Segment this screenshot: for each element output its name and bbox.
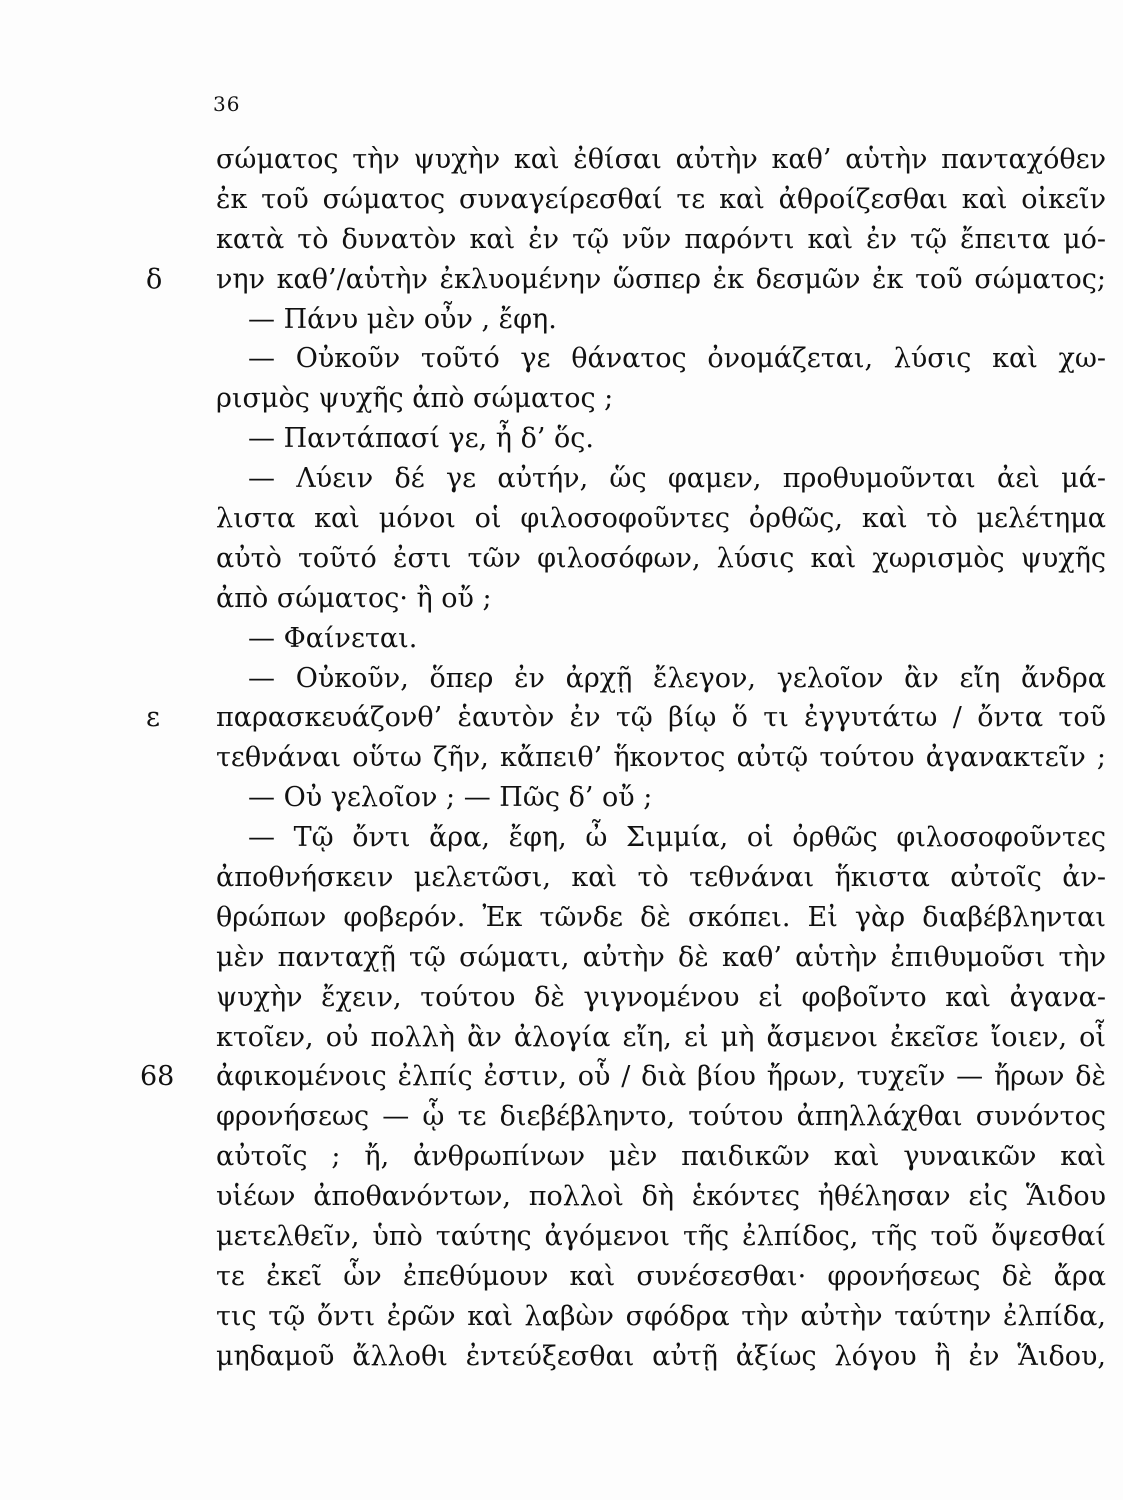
line-text: — Τῷ ὄντι ἄρα, ἔφη, ὦ Σιμμία, οἱ ὀρθῶς φιλοσοφοῦντες — [248, 822, 1106, 854]
margin-marker: 68 — [140, 1061, 175, 1093]
line-text: — Πάνυ μὲν οὖν , ἔφη. — [248, 303, 557, 335]
text-line — [216, 1217, 1106, 1257]
text-line — [216, 140, 1106, 180]
line-text: ρισμὸς ψυχῆς ἀπὸ σώματος ; — [216, 383, 614, 415]
line-text: — Λύειν δέ γε αὐτήν, ὥς φαμεν, προθυμοῦνται ἀεὶ μά- — [248, 463, 1106, 495]
margin-marker: ε — [146, 702, 160, 734]
text-line — [216, 459, 1106, 499]
text-line — [216, 659, 1106, 699]
text-line — [216, 1097, 1106, 1137]
text-line — [216, 738, 1106, 778]
line-text: νην καθ’/αὑτὴν ἐκλυομένην ὥσπερ ἐκ δεσμῶν ἐκ τοῦ σώματος; — [216, 263, 1106, 295]
line-text: φρονήσεως — ᾧ τε διεβέβληντο, τούτου ἀπηλλάχθαι συνόντος — [216, 1101, 1106, 1133]
text-line — [140, 1057, 1106, 1097]
line-text: — Οὐκοῦν, ὅπερ ἐν ἀρχῇ ἔλεγον, γελοῖον ἂν εἴη ἄνδρα — [248, 662, 1106, 694]
margin-marker: δ — [146, 263, 163, 295]
text-line — [216, 180, 1106, 220]
text-line — [216, 1177, 1106, 1217]
line-text: μηδαμοῦ ἄλλοθι ἐντεύξεσθαι αὐτῇ ἀξίως λόγου ἢ ἐν Ἅιδου, — [216, 1340, 1106, 1372]
line-text: μὲν πανταχῇ τῷ σώματι, αὐτὴν δὲ καθ’ αὑτὴν ἐπιθυμοῦσι τὴν — [216, 941, 1106, 973]
line-text: τε ἐκεῖ ὧν ἐπεθύμουν καὶ συνέσεσθαι· φρονήσεως δὲ ἄρα — [216, 1260, 1106, 1292]
text-line — [216, 898, 1106, 938]
text-line — [216, 220, 1106, 260]
text-line — [216, 818, 1106, 858]
text-line — [216, 938, 1106, 978]
line-text: κατὰ τὸ δυνατὸν καὶ ἐν τῷ νῦν παρόντι καὶ ἐν τῷ ἔπειτα μό- — [216, 223, 1106, 255]
text-line — [216, 300, 1106, 340]
text-line — [216, 379, 1106, 419]
greek-text-body — [140, 140, 1106, 1377]
line-text: αὐτὸ τοῦτό ἐστι τῶν φιλοσόφων, λύσις καὶ χωρισμὸς ψυχῆς — [216, 542, 1106, 574]
line-text: ψυχὴν ἔχειν, τούτου δὲ γιγνομένου εἰ φοβοῖντο καὶ ἀγανα- — [216, 981, 1106, 1013]
text-line — [216, 539, 1106, 579]
line-text: — Παντάπασί γε, ἦ δ’ ὅς. — [248, 423, 594, 455]
line-text: ἀπὸ σώματος· ἢ οὔ ; — [216, 582, 492, 614]
line-text: θρώπων φοβερόν. Ἐκ τῶνδε δὲ σκόπει. Εἰ γὰρ διαβέβληνται — [216, 901, 1106, 933]
text-line — [216, 778, 1106, 818]
text-line — [216, 499, 1106, 539]
text-line — [216, 1137, 1106, 1177]
line-text: σώματος τὴν ψυχὴν καὶ ἐθίσαι αὐτὴν καθ’ αὑτὴν πανταχόθεν — [216, 144, 1106, 175]
line-text: — Οὐ γελοῖον ; — Πῶς δ’ οὔ ; — [248, 782, 653, 814]
line-text: ἀποθνήσκειν μελετῶσι, καὶ τὸ τεθνάναι ἥκιστα αὐτοῖς ἀν- — [216, 862, 1106, 894]
line-text: υἱέων ἀποθανόντων, πολλοὶ δὴ ἑκόντες ἠθέλησαν εἰς Ἅιδου — [216, 1181, 1106, 1213]
line-text: τις τῷ ὄντι ἐρῶν καὶ λαβὼν σφόδρα τὴν αὐτὴν ταύτην ἐλπίδα, — [216, 1300, 1106, 1332]
text-line — [216, 978, 1106, 1018]
line-text: κτοῖεν, οὐ πολλὴ ἂν ἀλογία εἴη, εἰ μὴ ἄσμενοι ἐκεῖσε ἴοιεν, οἷ — [216, 1021, 1106, 1053]
line-text: τεθνάναι οὕτω ζῆν, κἄπειθ’ ἥκοντος αὐτῷ τούτου ἀγανακτεῖν ; — [216, 742, 1106, 774]
text-line — [146, 260, 1106, 300]
line-text: μετελθεῖν, ὑπὸ ταύτης ἀγόμενοι τῆς ἐλπίδος, τῆς τοῦ ὄψεσθαί — [216, 1221, 1106, 1253]
text-line — [146, 698, 1106, 738]
text-line — [216, 419, 1106, 459]
text-line — [216, 579, 1106, 619]
text-line — [216, 858, 1106, 898]
line-text: αὐτοῖς ; ἤ, ἀνθρωπίνων μὲν παιδικῶν καὶ γυναικῶν καὶ — [216, 1141, 1106, 1173]
line-text: — Φαίνεται. — [248, 622, 418, 654]
text-line — [216, 339, 1106, 379]
line-text: παρασκευάζονθ’ ἑαυτὸν ἐν τῷ βίῳ ὅ τι ἐγγυτάτω / ὄντα τοῦ — [216, 702, 1106, 734]
text-line — [216, 1297, 1106, 1337]
text-line — [216, 1018, 1106, 1058]
line-text: ἀφικομένοις ἐλπίς ἐστιν, οὗ / διὰ βίου ἤρων, τυχεῖν — ἤρων δὲ — [216, 1061, 1106, 1093]
page-number: 36 — [213, 92, 241, 116]
text-line — [216, 1337, 1106, 1377]
text-line — [216, 1257, 1106, 1297]
line-text: λιστα καὶ μόνοι οἱ φιλοσοφοῦντες ὀρθῶς, καὶ τὸ μελέτημα — [216, 503, 1106, 535]
line-text: ἐκ τοῦ σώματος συναγείρεσθαί τε καὶ ἀθροίζεσθαι καὶ οἰκεῖν — [216, 183, 1106, 215]
text-line — [216, 619, 1106, 659]
line-text: — Οὐκοῦν τοῦτό γε θάνατος ὀνομάζεται, λύσις καὶ χω- — [248, 343, 1106, 375]
